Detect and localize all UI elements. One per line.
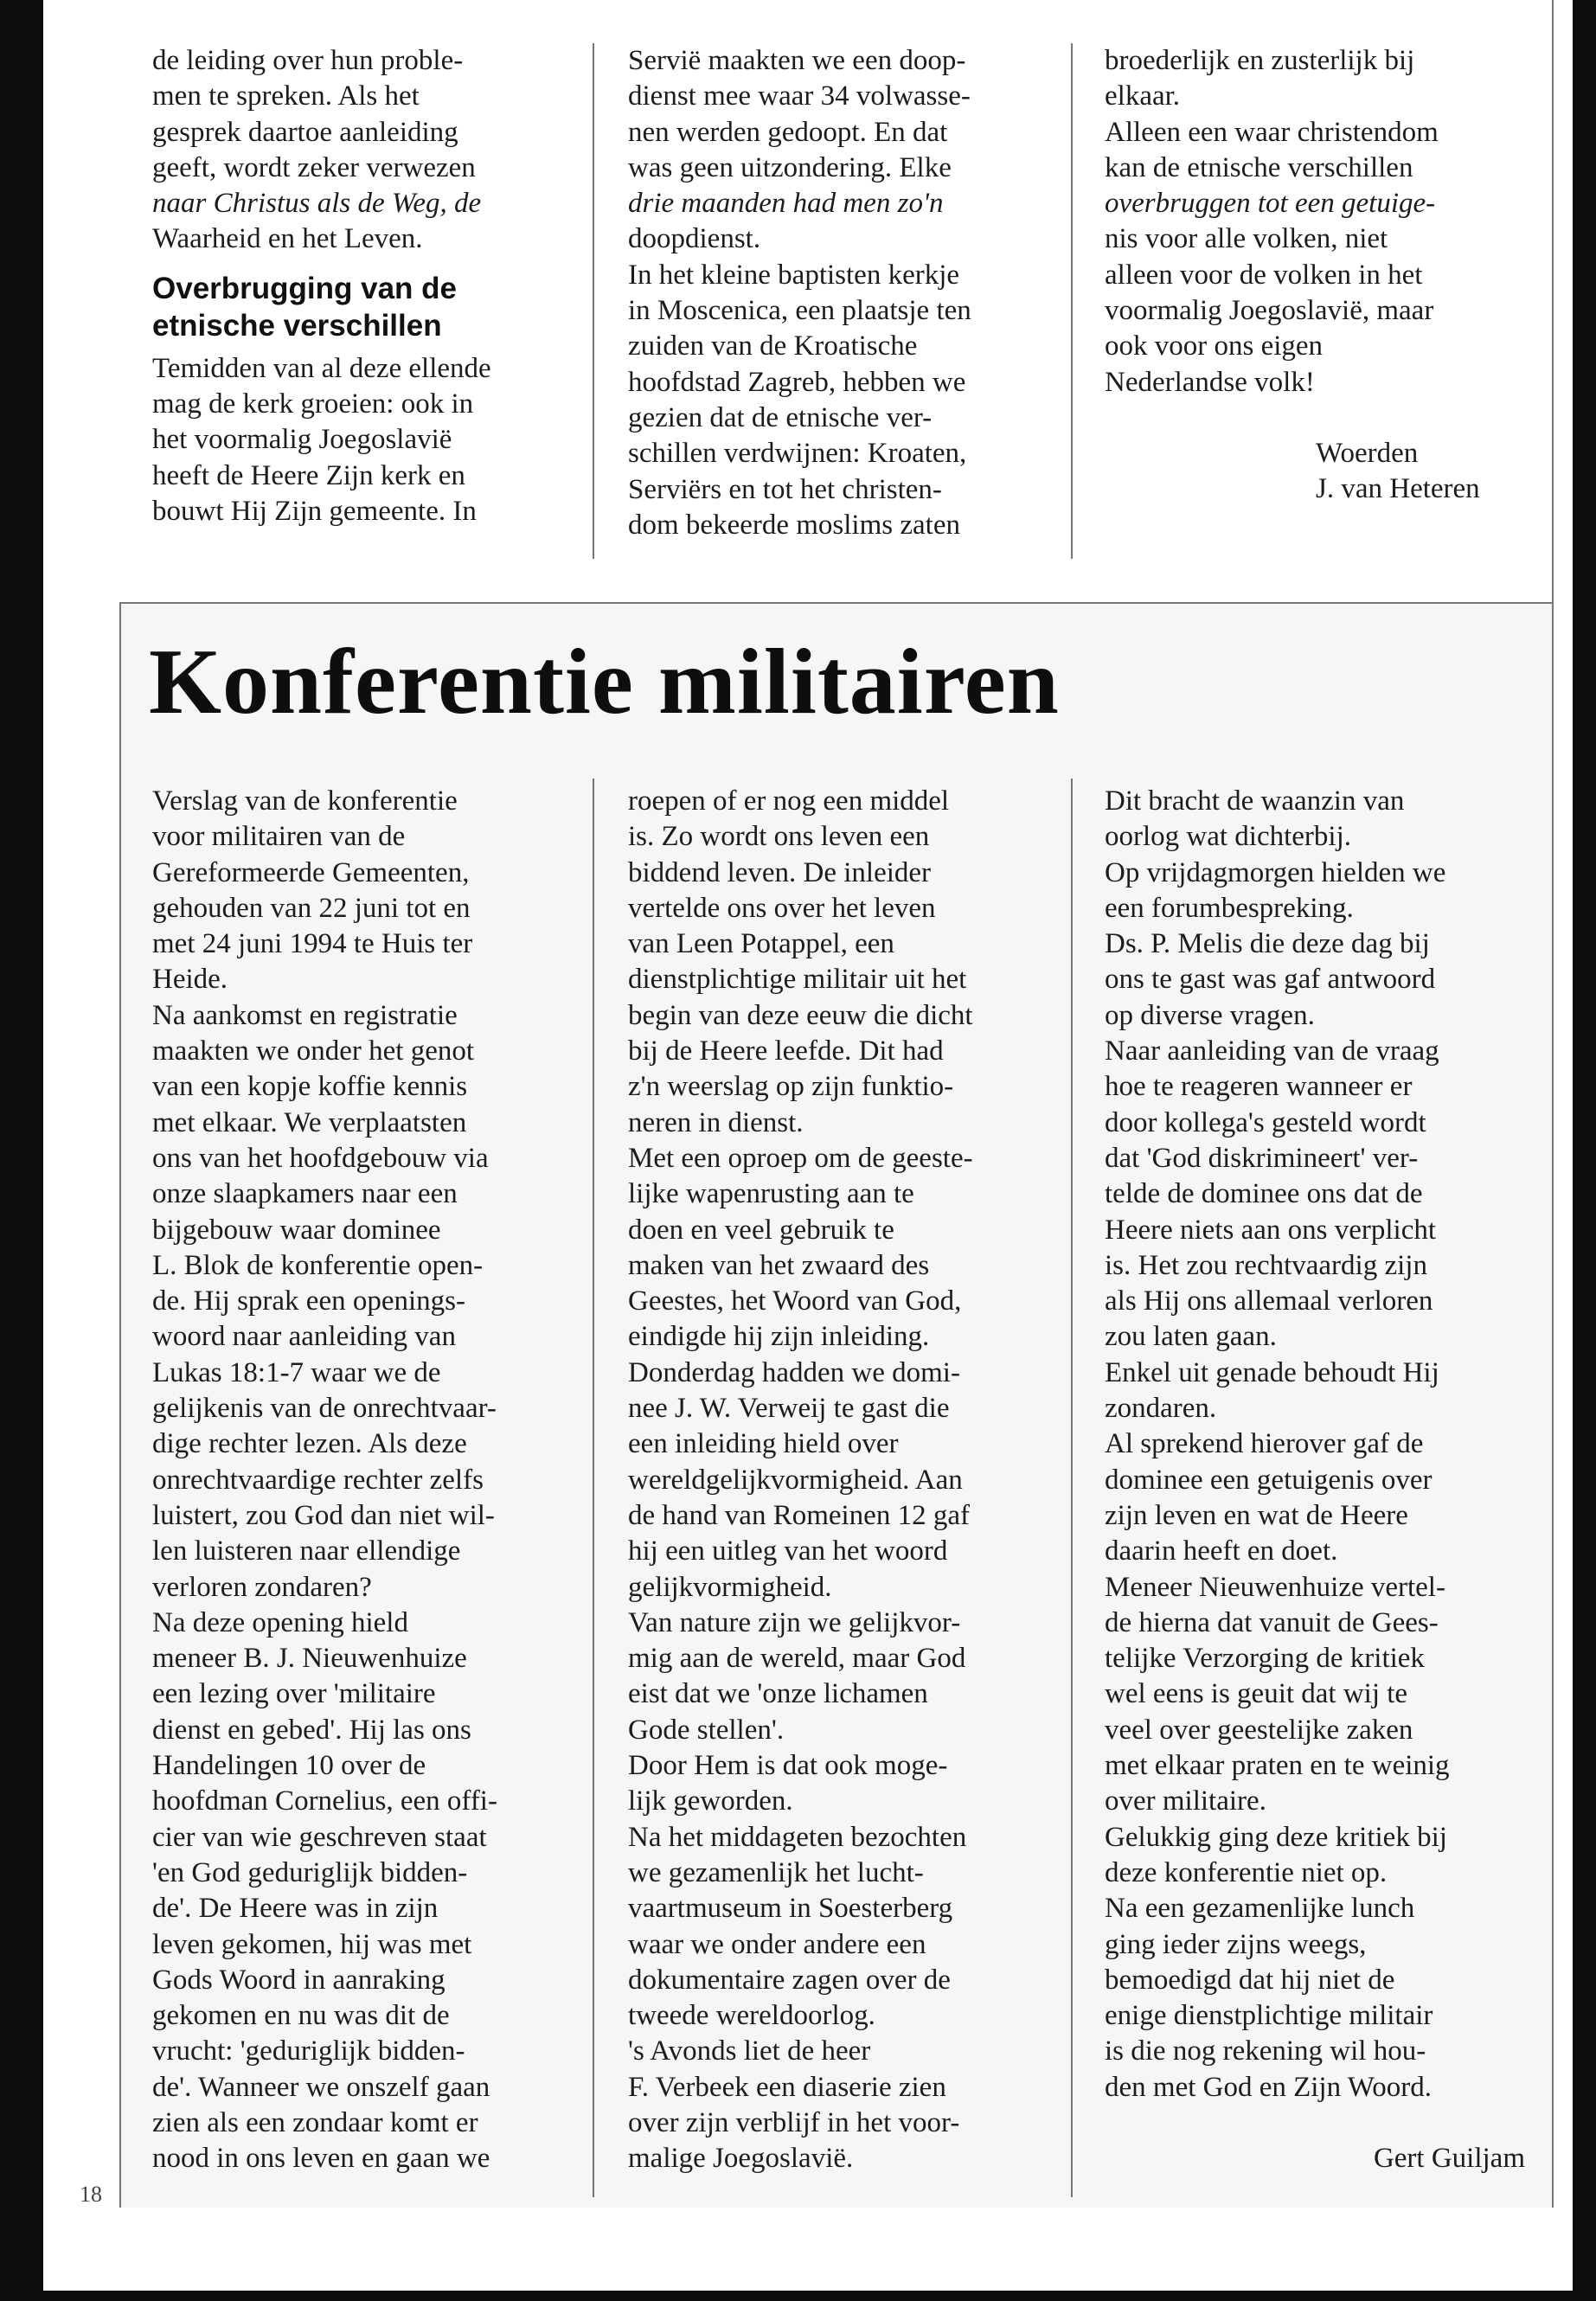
text-line: dat 'God diskrimineert' ver- [1105,1142,1419,1174]
text-line: dienst en gebed'. Hij las ons [152,1714,471,1746]
text-line: Met een oproep om de geeste- [628,1142,973,1174]
signature-place: Woerden [1316,437,1419,469]
text-line: Verslag van de konferentie [152,785,458,817]
text-line: lijk geworden. [628,1785,793,1817]
text-line: elkaar. [1105,80,1181,112]
text-line: onrechtvaardige rechter zelfs [152,1464,484,1496]
text-line: Gods Woord in aanraking [152,1964,445,1996]
text-line: als Hij ons allemaal verloren [1105,1285,1433,1317]
text-line: ging ieder zijns weegs, [1105,1928,1367,1960]
text-line: een lezing over 'militaire [152,1678,436,1710]
text-line: roepen of er nog een middel [628,785,950,817]
text-line: heeft de Heere Zijn kerk en [152,459,465,491]
text-line: schillen verdwijnen: Kroaten, [628,438,967,470]
page-number: 18 [80,2182,102,2207]
text-line: was geen uitzondering. Elke [628,151,952,183]
subheading-line: etnische verschillen [152,308,442,343]
text-line: Geestes, het Woord van God, [628,1285,962,1317]
text-line: hoofdstad Zagreb, hebben we [628,366,966,398]
text-line: over militaire. [1105,1785,1266,1817]
text-line: biddend leven. De inleider [628,856,932,888]
top-column-2 [628,43,1043,543]
text-line: begin van deze eeuw die dicht [628,999,973,1031]
text-line: dienstplichtige militair uit het [628,964,967,996]
text-line: nis voor alle volken, niet [1105,223,1388,255]
text-line: bouwt Hij Zijn gemeente. In [152,495,477,527]
text-line: naar Christus als de Weg, de [152,188,482,220]
text-line: voormalig Joegoslavië, maar [1105,295,1434,327]
text-line: drie maanden had men zo'n [628,188,944,220]
top-col-divider-1 [593,43,594,559]
text-line: dokumentaire zagen over de [628,1964,951,1996]
text-line: Na een gezamenlijke lunch [1105,1893,1415,1925]
article-box-right-rule [1552,0,1554,2208]
text-line: daarin heeft en doet. [1105,1535,1338,1567]
text-line: luistert, zou God dan niet wil- [152,1499,495,1531]
section-subheading [152,270,567,344]
text-line: Ds. P. Melis die deze dag bij [1105,928,1430,960]
text-line: is die nog rekening wil hou- [1105,2035,1426,2067]
text-line: zuiden van de Kroatische [628,330,918,362]
text-line: L. Blok de konferentie open- [152,1249,484,1281]
text-line: telde de dominee ons dat de [1105,1178,1423,1210]
text-line: wereldgelijkvormigheid. Aan [628,1464,963,1496]
top-col-divider-2 [1071,43,1073,559]
text-line: dominee een getuigenis over [1105,1464,1433,1496]
article-title: Konferentie militairen [149,631,1060,734]
text-line: leven gekomen, hij was met [152,1928,472,1960]
text-line: hij een uitleg van het woord [628,1535,948,1567]
text-line: in Moscenica, een plaatsje ten [628,295,971,327]
article-author: Gert Guiljam [1373,2142,1525,2174]
text-line: 'en God geduriglijk bidden- [152,1856,468,1888]
text-line: nood in ons leven en gaan we [152,2143,490,2175]
scan-edge-left [0,0,43,2301]
signature-name: J. van Heteren [1316,473,1480,505]
text-line: woord naar aanleiding van [152,1321,456,1353]
text-line: van Leen Potappel, een [628,928,894,960]
text-line: dige rechter lezen. Als deze [152,1428,467,1460]
text-line: zou laten gaan. [1105,1321,1277,1353]
text-line: Heere niets aan ons verplicht [1105,1214,1437,1246]
text-line: alleen voor de volken in het [1105,259,1423,291]
text-line: zijn leven en wat de Heere [1105,1499,1408,1531]
text-line: is. Het zou rechtvaardig zijn [1105,1249,1427,1281]
text-line: maken van het zwaard des [628,1249,930,1281]
text-line: op diverse vragen. [1105,999,1315,1031]
text-line: len luisteren naar ellendige [152,1535,461,1567]
text-line: Na het middageten bezochten [628,1821,967,1853]
text-line: In het kleine baptisten kerkje [628,259,960,291]
text-line: 's Avonds liet de heer [628,2035,871,2067]
text-line: overbruggen tot een getuige- [1105,188,1436,220]
text-line: bemoedigd dat hij niet de [1105,1964,1395,1996]
text-line: een inleiding hield over [628,1428,899,1460]
text-line: met elkaar praten en te weinig [1105,1750,1450,1782]
text-line: Meneer Nieuwenhuize vertel- [1105,1571,1445,1603]
text-line: cier van wie geschreven staat [152,1821,487,1853]
text-line: vaartmuseum in Soesterberg [628,1893,953,1925]
text-line: nen werden gedoopt. En dat [628,116,948,148]
text-line: waar we onder andere een [628,1928,926,1960]
text-line: Alleen een waar christendom [1105,116,1439,148]
article-col-divider-2 [1071,779,1073,2197]
scan-edge-bottom [0,2291,1596,2301]
text-line: lijke wapenrusting aan te [628,1178,914,1210]
text-line: de'. Wanneer we onszelf gaan [152,2071,490,2103]
text-line: oorlog wat dichterbij. [1105,821,1352,853]
text-line: vertelde ons over het leven [628,892,936,924]
text-line: gekomen en nu was dit de [152,2000,450,2032]
text-line: meneer B. J. Nieuwenhuize [152,1643,467,1675]
text-line: verloren zondaren? [152,1571,372,1603]
text-line: malige Joegoslavië. [628,2143,854,2175]
text-line: eindigde hij zijn inleiding. [628,1321,930,1353]
text-line: deze konferentie niet op. [1105,1856,1388,1888]
text-line: de. Hij sprak een openings- [152,1285,465,1317]
text-line: Lukas 18:1-7 waar we de [152,1356,441,1388]
text-line: enige dienstplichtige militair [1105,2000,1433,2032]
text-line: Van nature zijn we gelijkvor- [628,1606,961,1638]
top-signature [1105,436,1520,508]
text-line: Na deze opening hield [152,1606,408,1638]
text-line: nee J. W. Verweij te gast die [628,1393,950,1425]
text-line: de hierna dat vanuit de Gees- [1105,1606,1439,1638]
text-line: hoofdman Cornelius, een offi- [152,1785,497,1817]
subheading-line: Overbrugging van de [152,271,457,305]
text-line: den met God en Zijn Woord. [1105,2071,1433,2103]
text-line: Donderdag hadden we domi- [628,1356,960,1388]
text-line: Op vrijdagmorgen hielden we [1105,856,1446,888]
text-line: gezien dat de etnische ver- [628,401,933,433]
text-line: hoe te reageren wanneer er [1105,1071,1413,1103]
article-box-left-rule [119,602,121,2208]
text-line: Door Hem is dat ook moge- [628,1750,948,1782]
text-line: is. Zo wordt ons leven een [628,821,930,853]
text-line: ons te gast was gaf antwoord [1105,964,1436,996]
text-line: Waarheid en het Leven. [152,223,423,255]
text-line: een forumbespreking. [1105,892,1354,924]
text-line: gelijkenis van de onrechtvaar- [152,1393,497,1425]
text-line: z'n weerslag op zijn funktio- [628,1071,954,1103]
text-line: dom bekeerde moslims zaten [628,509,960,541]
text-line: zondaren. [1105,1393,1217,1425]
text-line: doopdienst. [628,223,761,255]
top-col1-paragraph [152,43,567,258]
text-line: veel over geestelijke zaken [1105,1714,1413,1746]
text-line: eist dat we 'onze lichamen [628,1678,928,1710]
text-line: zien als een zondaar komt er [152,2106,478,2138]
text-line: gesprek daartoe aanleiding [152,116,458,148]
text-line: Al sprekend hierover gaf de [1105,1428,1424,1460]
text-line: Naar aanleiding van de vraag [1105,1035,1439,1067]
text-line: door kollega's gesteld wordt [1105,1106,1426,1138]
text-line: Gode stellen'. [628,1714,785,1746]
text-line: vrucht: 'geduriglijk bidden- [152,2035,465,2067]
text-line: over zijn verblijf in het voor- [628,2106,960,2138]
text-line: geeft, wordt zeker verwezen [152,151,476,183]
text-line: Servië maakten we een doop- [628,45,966,76]
text-line: Serviërs en tot het christen- [628,473,942,505]
article-box-top-rule [119,602,1554,604]
text-line: gelijkvormigheid. [628,1571,832,1603]
text-line: F. Verbeek een diaserie zien [628,2071,946,2103]
text-line: voor militairen van de [152,821,406,853]
text-line: broederlijk en zusterlijk bij [1105,45,1415,76]
text-line: Na aankomst en registratie [152,999,458,1031]
text-line: Heide. [152,964,228,996]
text-line: Temidden van al deze ellende [152,352,491,384]
text-line: bijgebouw waar dominee [152,1214,441,1246]
top-column-1 [152,43,567,529]
text-line: men te spreken. Als het [152,80,420,112]
text-line: Enkel uit genade behoudt Hij [1105,1356,1439,1388]
text-line: het voormalig Joegoslavië [152,424,452,456]
text-line: de'. De Heere was in zijn [152,1893,439,1925]
text-line: dienst mee waar 34 volwasse- [628,80,971,112]
text-line: kan de etnische verschillen [1105,151,1413,183]
text-line: neren in dienst. [628,1106,804,1138]
text-line: Dit bracht de waanzin van [1105,785,1405,817]
text-line: ook voor ons eigen [1105,330,1324,362]
article-column-2 [628,784,1052,2177]
article-column-1 [152,784,576,2177]
text-line: doen en veel gebruik te [628,1214,894,1246]
text-line: Gereformeerde Gemeenten, [152,856,470,888]
article-col-divider-1 [593,779,594,2197]
text-line: wel eens is geuit dat wij te [1105,1678,1408,1710]
text-line: maakten we onder het genot [152,1035,475,1067]
text-line: Nederlandse volk! [1105,366,1315,398]
text-line: Gelukkig ging deze kritiek bij [1105,1821,1447,1853]
text-line: ons van het hoofdgebouw via [152,1142,489,1174]
text-line: telijke Verzorging de kritiek [1105,1643,1425,1675]
text-line: tweede wereldoorlog. [628,2000,875,2032]
text-line: gehouden van 22 juni tot en [152,892,471,924]
text-line: mig aan de wereld, maar God [628,1643,966,1675]
text-line: met elkaar. We verplaatsten [152,1106,467,1138]
text-line: mag de kerk groeien: ook in [152,388,474,420]
text-line: met 24 juni 1994 te Huis ter [152,928,473,960]
text-line: van een kopje koffie kennis [152,1071,468,1103]
article-column-3 [1105,784,1529,2176]
top-col1-paragraph-2 [152,351,567,529]
text-line: Handelingen 10 over de [152,1750,426,1782]
text-line: de leiding over hun proble- [152,45,464,76]
top-column-3 [1105,43,1520,508]
text-line: we gezamenlijk het lucht- [628,1856,924,1888]
text-line: onze slaapkamers naar een [152,1178,458,1210]
text-line: de hand van Romeinen 12 gaf [628,1499,970,1531]
scan-edge-right [1573,0,1596,2301]
text-line: bij de Heere leefde. Dit had [628,1035,944,1067]
